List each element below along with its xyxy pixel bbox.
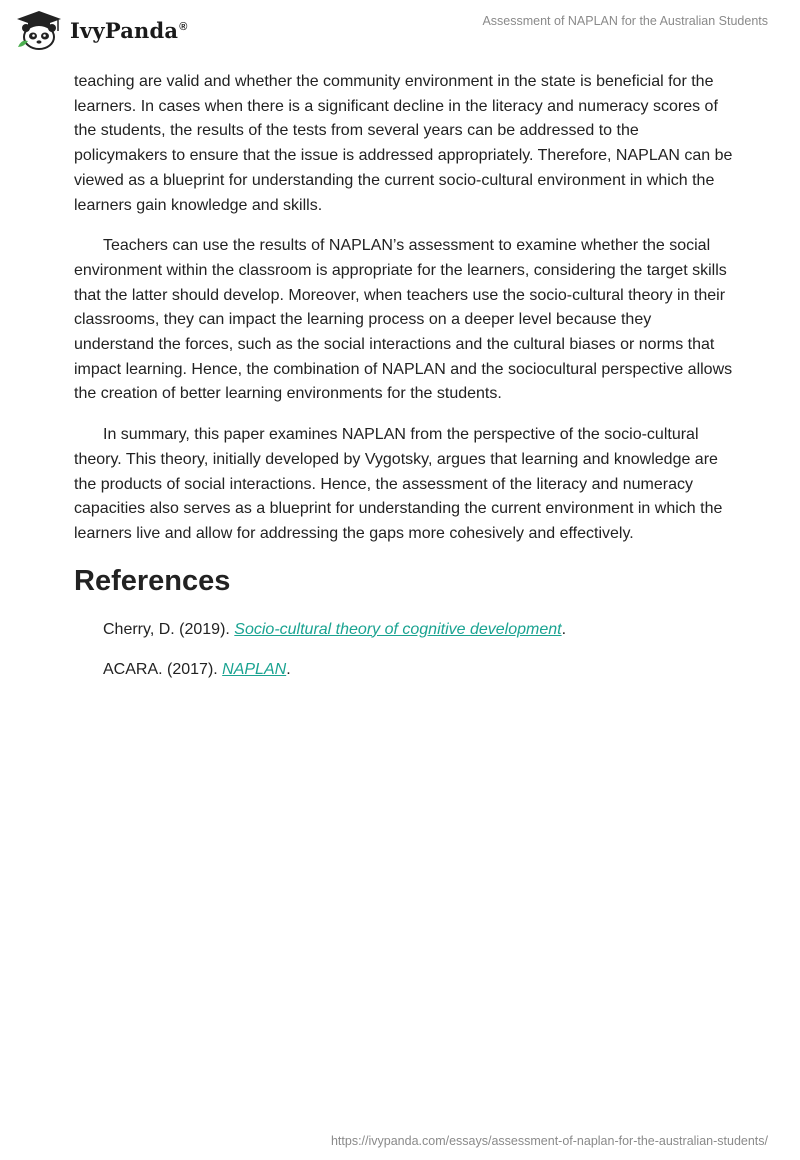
ivypanda-logo[interactable]: [14, 8, 188, 52]
panda-graduation-cap-icon: [14, 9, 64, 51]
reference-prefix: Cherry, D. (2019).: [103, 620, 235, 638]
references-heading: References: [74, 564, 231, 597]
reference-link[interactable]: Socio-cultural theory of cognitive development: [234, 620, 562, 638]
reference-item: [74, 658, 734, 682]
page-header: [0, 0, 800, 60]
reference-item: [74, 618, 734, 642]
reference-prefix: ACARA. (2017).: [103, 660, 223, 678]
paragraph: Teachers can use the results of NAPLAN’s assessment to examine whether the social environment within the classroom is appropriate for the learners, considering the target skills that the latter should develop. Moreover, when teachers use the socio-cultural theory in their classrooms, they can impact the learning process on a deeper level because they understand the forces, such as the social interactions and the cultural biases or norms that impact learning. Hence, the combination of NAPLAN and the sociocultural perspective allows the creation of better learning environments for the students.: [74, 237, 733, 403]
document-title: Assessment of NAPLAN for the Australian Students: [482, 14, 768, 28]
essay-body: [74, 70, 734, 698]
reference-link[interactable]: NAPLAN: [222, 660, 287, 678]
reference-suffix: .: [286, 660, 291, 678]
logo-text: IvyPanda®: [70, 17, 188, 43]
footer-url[interactable]: https://ivypanda.com/essays/assessment-of-naplan-for-the-australian-students/: [330, 1134, 768, 1148]
reference-suffix: .: [561, 620, 567, 638]
paragraph-continued: teaching are valid and whether the community environment in the state is beneficial for the learners. In cases when there is a significant decline in the literacy and numeracy scores of the students, the results of the tests from several years can be addressed to the policymakers to ensure that the issue is addressed appropriately. Therefore, NAPLAN can be viewed as a blueprint for understanding the current socio-cultural environment in which the learners gain knowledge and skills.: [74, 73, 733, 214]
paragraph-summary: In summary, this paper examines NAPLAN from the perspective of the socio-cultural theory. This theory, initially developed by Vygotsky, argues that learning and knowledge are the products of social interactions. Hence, the assessment of the literacy and numeracy capacities also serves as a blueprint for understanding the current environment in which the learners live and allow for addressing the gaps more cohesively and effectively.: [74, 426, 723, 542]
